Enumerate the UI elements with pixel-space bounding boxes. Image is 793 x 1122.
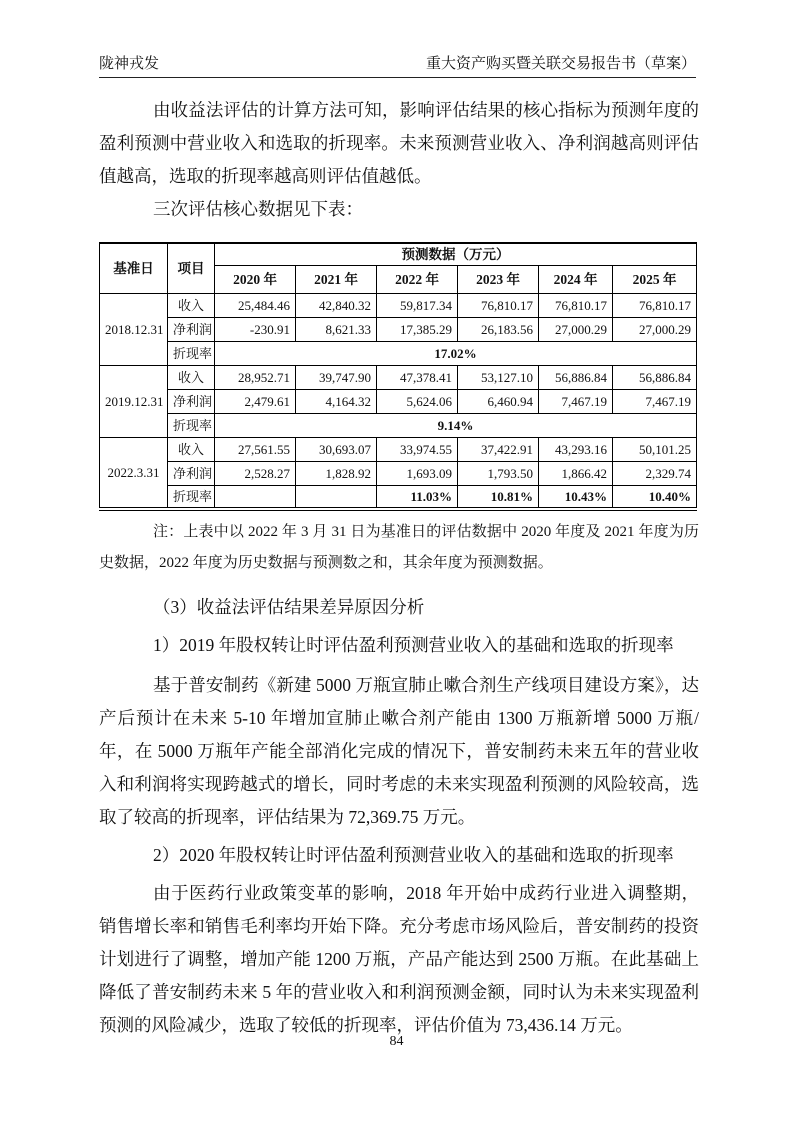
valuation-core-data-table <box>99 242 697 511</box>
col-header-year-2022: 2022 年 <box>377 265 458 293</box>
paragraph-2020-transfer: 由于医药行业政策变革的影响，2018 年开始中成药行业进入调整期，销售增长率和销售毛利率均开始下降。充分考虑市场风险后，普安制药的投资计划进行了调整，增加产能 1200 万瓶，产品产能达到 2500 万瓶。在此基础上降低了普安制药未来 5 年的营业收入和利润预测金额，同时认为未来实现盈利预测的风险减少，选取了较低的折现率，评估价值为 73,436.14 万元。 <box>99 883 699 1035</box>
row-label-cell: 折现率 <box>168 485 215 509</box>
table-cell: 26,183.56 <box>458 317 539 341</box>
discount-rate-cell: 17.02% <box>215 341 697 365</box>
table-cell: 56,886.84 <box>613 365 697 389</box>
table-row <box>100 317 697 341</box>
discount-rate-cell: 10.43% <box>539 485 613 509</box>
table-row <box>100 461 697 485</box>
table-row <box>100 437 697 461</box>
col-header-forecast-group: 预测数据（万元） <box>215 243 697 265</box>
table-cell: 76,810.17 <box>458 293 539 317</box>
table-row <box>100 413 697 437</box>
base-date-cell: 2019.12.31 <box>100 365 168 437</box>
table-cell: 2,329.74 <box>613 461 697 485</box>
section-heading-3: （3）收益法评估结果差异原因分析 <box>153 597 425 617</box>
table-cell: 1,693.09 <box>377 461 458 485</box>
table-lead-in: 三次评估核心数据见下表： <box>153 199 363 219</box>
table-header-row-1 <box>100 243 697 265</box>
table-cell: 42,840.32 <box>296 293 377 317</box>
table-row <box>100 365 697 389</box>
table-cell: 76,810.17 <box>613 293 697 317</box>
col-header-year-2024: 2024 年 <box>539 265 613 293</box>
table-cell: 4,164.32 <box>296 389 377 413</box>
table-cell: 6,460.94 <box>458 389 539 413</box>
discount-rate-cell: 10.81% <box>458 485 539 509</box>
row-label-cell: 折现率 <box>168 413 215 437</box>
subsection-heading-1: 1）2019 年股权转让时评估盈利预测营业收入的基础和选取的折现率 <box>153 635 674 655</box>
page-header <box>99 52 696 78</box>
table-cell: 50,101.25 <box>613 437 697 461</box>
table-cell: 33,974.55 <box>377 437 458 461</box>
table-cell: 59,817.34 <box>377 293 458 317</box>
table-cell: 27,000.29 <box>613 317 697 341</box>
table-note: 注：上表中以 2022 年 3 月 31 日为基准日的评估数据中 2020 年度及 2021 年度为历史数据，2022 年度为历史数据与预测数之和，其余年度为预测数据。 <box>99 524 699 571</box>
row-label-cell: 折现率 <box>168 341 215 365</box>
page-content <box>99 86 699 1042</box>
col-header-year-2023: 2023 年 <box>458 265 539 293</box>
table-cell: 7,467.19 <box>613 389 697 413</box>
row-label-cell: 收入 <box>168 365 215 389</box>
table-cell: 76,810.17 <box>539 293 613 317</box>
base-date-cell: 2022.3.31 <box>100 437 168 509</box>
table-cell: 1,793.50 <box>458 461 539 485</box>
page-number: 84 <box>389 1034 404 1049</box>
row-label-cell: 收入 <box>168 437 215 461</box>
table-cell: -230.91 <box>215 317 296 341</box>
col-header-item: 项目 <box>168 243 215 293</box>
header-company-name: 陇神戎发 <box>99 56 160 72</box>
table-cell: 53,127.10 <box>458 365 539 389</box>
table-cell: 5,624.06 <box>377 389 458 413</box>
table-row <box>100 389 697 413</box>
table-cell: 37,422.91 <box>458 437 539 461</box>
paragraph-income-method: 由收益法评估的计算方法可知，影响评估结果的核心指标为预测年度的盈利预测中营业收入和选取的折现率。未来预测营业收入、净利润越高则评估值越高，选取的折现率越高则评估值越低。 <box>99 100 699 186</box>
table-cell: 8,621.33 <box>296 317 377 341</box>
col-header-year-2021: 2021 年 <box>296 265 377 293</box>
col-header-base-date: 基准日 <box>100 243 168 293</box>
table-cell: 27,000.29 <box>539 317 613 341</box>
discount-rate-cell: 9.14% <box>215 413 697 437</box>
discount-rate-cell: 10.40% <box>613 485 697 509</box>
table-cell: 2,479.61 <box>215 389 296 413</box>
subsection-heading-2: 2）2020 年股权转让时评估盈利预测营业收入的基础和选取的折现率 <box>153 845 674 865</box>
table-cell: 39,747.90 <box>296 365 377 389</box>
header-report-title: 重大资产购买暨关联交易报告书（草案） <box>425 56 696 72</box>
table-cell: 7,467.19 <box>539 389 613 413</box>
row-label-cell: 净利润 <box>168 389 215 413</box>
discount-rate-cell <box>296 485 377 509</box>
table-cell: 1,828.92 <box>296 461 377 485</box>
table-cell: 17,385.29 <box>377 317 458 341</box>
row-label-cell: 收入 <box>168 293 215 317</box>
paragraph-2019-transfer: 基于普安制药《新建 5000 万瓶宣肺止嗽合剂生产线项目建设方案》，达产后预计在未来 5-10 年增加宣肺止嗽合剂产能由 1300 万瓶新增 5000 万瓶/年，在 5000 万瓶年产能全部消化完成的情况下，普安制药未来五年的营业收入和利润将实现跨越式的增长，同时考虑的未来实现盈利预测的风险较高，选取了较高的折现率，评估结果为 72,369.75 万元。 <box>99 675 699 827</box>
col-header-year-2020: 2020 年 <box>215 265 296 293</box>
table-cell: 30,693.07 <box>296 437 377 461</box>
table-cell: 47,378.41 <box>377 365 458 389</box>
table-row <box>100 341 697 365</box>
col-header-year-2025: 2025 年 <box>613 265 697 293</box>
row-label-cell: 净利润 <box>168 461 215 485</box>
discount-rate-cell <box>215 485 296 509</box>
discount-rate-cell: 11.03% <box>377 485 458 509</box>
base-date-cell: 2018.12.31 <box>100 293 168 365</box>
table-cell: 56,886.84 <box>539 365 613 389</box>
table-cell: 2,528.27 <box>215 461 296 485</box>
table-row <box>100 485 697 509</box>
table-cell: 28,952.71 <box>215 365 296 389</box>
table-cell: 27,561.55 <box>215 437 296 461</box>
table-cell: 43,293.16 <box>539 437 613 461</box>
row-label-cell: 净利润 <box>168 317 215 341</box>
table-cell: 25,484.46 <box>215 293 296 317</box>
table-cell: 1,866.42 <box>539 461 613 485</box>
table-row <box>100 293 697 317</box>
